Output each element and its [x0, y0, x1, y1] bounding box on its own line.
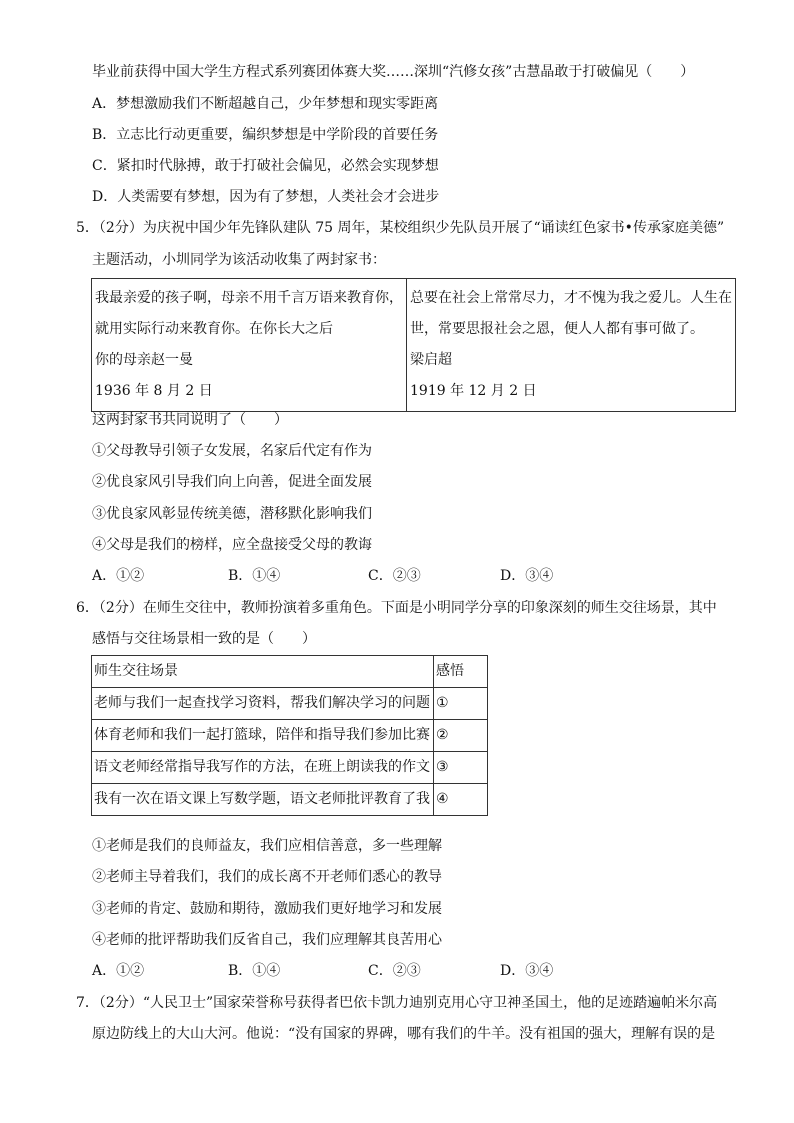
table-cell-scene: 老师与我们一起查找学习资料，帮我们解决学习的问题 [92, 688, 434, 720]
letter-2-cell [407, 279, 736, 412]
letter-1-date: 1936 年 8 月 2 日 [95, 383, 213, 399]
q5-choice-b: B．①④ [228, 568, 281, 584]
q7-stem-line2: 原边防线上的大山大河。他说：“没有国家的界碑，哪有我们的牛羊。没有祖国的强大，理解有误的是 [92, 1026, 716, 1042]
q5-choice-d: D．③④ [500, 568, 554, 584]
letter-2-line2: 世，常要思报社会之恩，便人人都有事可做了。 [410, 321, 704, 337]
table-row [92, 784, 488, 816]
q6-choice-c: C．②③ [368, 963, 421, 979]
table-cell-scene: 语文老师经常指导我写作的方法，在班上朗读我的作文 [92, 752, 434, 784]
table-cell-insight: ③ [434, 752, 488, 784]
q5-choices [92, 566, 712, 586]
q5-choice-a: A．①② [92, 568, 145, 584]
q6-choice-d: D．③④ [500, 963, 554, 979]
q5-letters-table [91, 278, 736, 412]
table-row [92, 720, 488, 752]
q6-statement-1: ①老师是我们的良师益友，我们应相信善意，多一些理解 [92, 838, 442, 854]
q5-statement-3: ③优良家风彰显传统美德，潜移默化影响我们 [92, 506, 372, 522]
q4-option-b: B．立志比行动更重要，编织梦想是中学阶段的首要任务 [92, 127, 439, 143]
letter-2-author: 梁启超 [410, 352, 452, 368]
q6-stem-line1: 6．（2分）在师生交往中，教师扮演着多重角色。下面是小明同学分享的印象深刻的师生交往场景，其中 [76, 600, 717, 616]
q6-statement-2: ②老师主导着我们，我们的成长离不开老师们悉心的教导 [92, 869, 442, 885]
table-cell-insight: ④ [434, 784, 488, 816]
table-row [92, 752, 488, 784]
letter-1-line1: 我最亲爱的孩子啊，母亲不用千言万语来教育你， [95, 290, 403, 306]
q5-choice-c: C．②③ [368, 568, 421, 584]
q6-statement-4: ④老师的批评帮助我们反省自己，我们应理解其良苦用心 [92, 932, 442, 948]
q6-scene-table [91, 655, 488, 816]
q5-question: 这两封家书共同说明了（ ） [92, 412, 288, 428]
q6-stem-line2: 感悟与交往场景相一致的是（ ） [92, 631, 316, 647]
table-cell-insight: ① [434, 688, 488, 720]
letter-1-cell [92, 279, 407, 412]
q6-choices [92, 961, 712, 981]
q5-statement-4: ④父母是我们的榜样，应全盘接受父母的教诲 [92, 537, 372, 553]
letter-1-author: 你的母亲赵一曼 [95, 352, 193, 368]
q6-choice-a: A．①② [92, 963, 145, 979]
q6-statement-3: ③老师的肯定、鼓励和期待，激励我们更好地学习和发展 [92, 901, 442, 917]
letter-2-date: 1919 年 12 月 2 日 [410, 383, 537, 399]
table-header-insight: 感悟 [434, 656, 488, 688]
letter-1-line2: 就用实际行动来教育你。在你长大之后 [95, 321, 333, 337]
q5-statement-1: ①父母教导引领子女发展，名家后代定有作为 [92, 443, 372, 459]
q4-option-a: A．梦想激励我们不断超越自己，少年梦想和现实零距离 [92, 96, 439, 112]
q6-choice-b: B．①④ [228, 963, 281, 979]
q5-stem-line1: 5．（2分）为庆祝中国少年先锋队建队 75 周年，某校组织少先队员开展了“诵读红色家书•传承家庭美德” [76, 220, 725, 236]
q7-stem-line1: 7．（2分）“人民卫士”国家荣誉称号获得者巴依卡凯力迪别克用心守卫神圣国土，他的足迹踏遍帕米尔高 [76, 995, 718, 1011]
table-cell-scene: 体育老师和我们一起打篮球，陪伴和指导我们参加比赛 [92, 720, 434, 752]
q4-option-d: D．人类需要有梦想，因为有了梦想，人类社会才会进步 [92, 189, 440, 205]
q5-statement-2: ②优良家风引导我们向上向善，促进全面发展 [92, 474, 372, 490]
table-row [92, 688, 488, 720]
table-cell-insight: ② [434, 720, 488, 752]
table-header-scene: 师生交往场景 [92, 656, 434, 688]
q4-option-c: C．紧扣时代脉搏，敢于打破社会偏见，必然会实现梦想 [92, 158, 439, 174]
table-cell-scene: 我有一次在语文课上写数学题，语文老师批评教育了我 [92, 784, 434, 816]
letter-2-line1: 总要在社会上常常尽力，才不愧为我之爱儿。人生在 [410, 290, 732, 306]
q4-stem-tail: 毕业前获得中国大学生方程式系列赛团体赛大奖……深圳“汽修女孩”古慧晶敢于打破偏见（ ） [92, 64, 695, 80]
q5-stem-line2: 主题活动，小圳同学为该活动收集了两封家书： [92, 252, 386, 268]
